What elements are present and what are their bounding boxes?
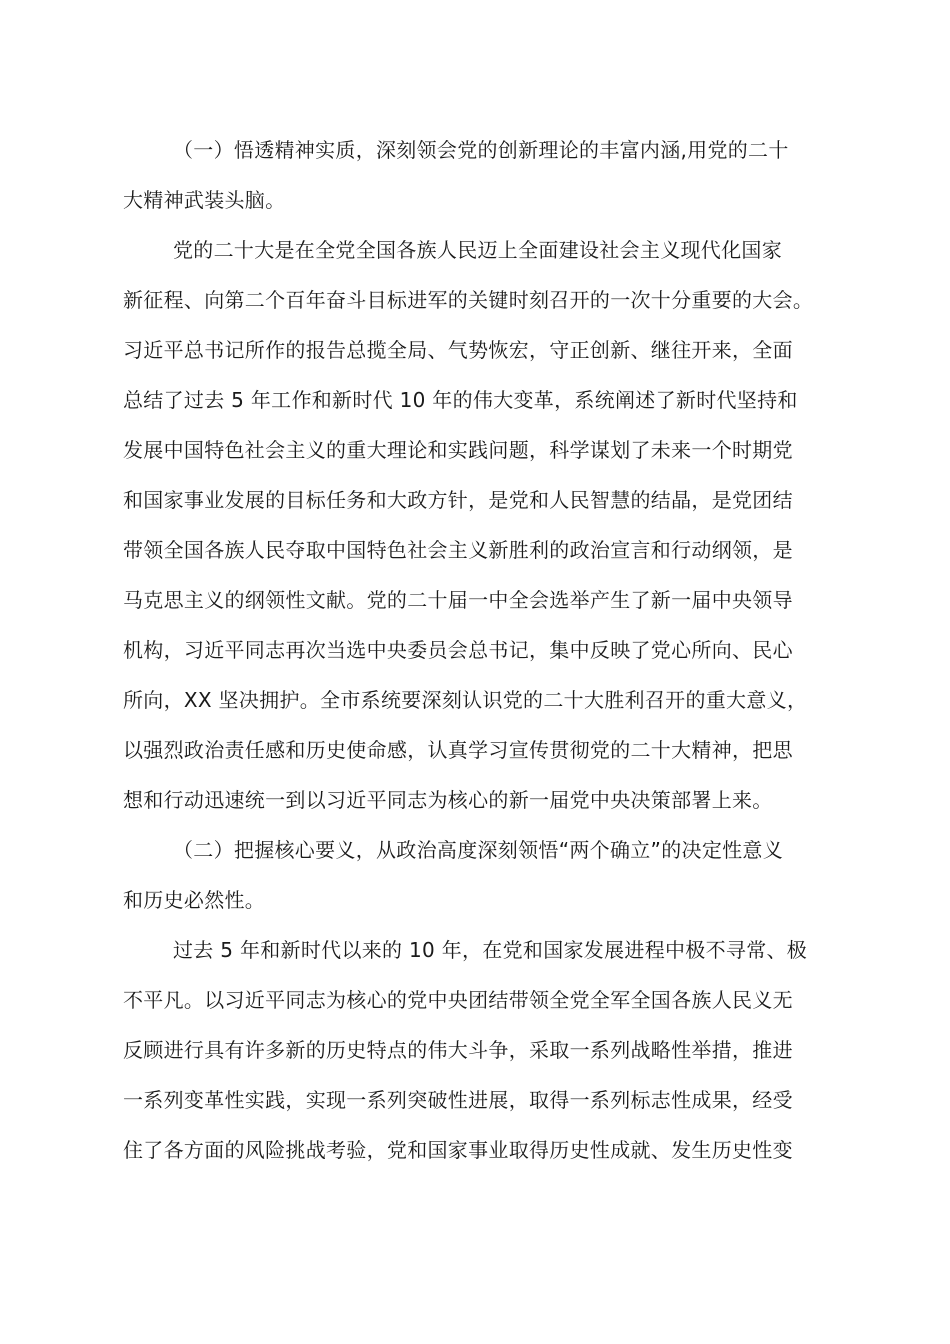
body-text-line: 党的二十大是在全党全国各族人民迈上全面建设社会主义现代化国家 — [173, 238, 782, 262]
section-heading-line: （二）把握核心要义，从政治高度深刻领悟“两个确立”的决定性意义 — [173, 838, 784, 862]
body-text-line: 住了各方面的风险挑战考验，党和国家事业取得历史性成就、发生历史性变 — [123, 1138, 793, 1162]
section-heading-line: 大精神武装头脑。 — [123, 188, 286, 212]
body-text-line: 带领全国各族人民夺取中国特色社会主义新胜利的政治宣言和行动纲领，是 — [123, 538, 793, 562]
body-text-line: 马克思主义的纲领性文献。党的二十届一中全会选举产生了新一届中央领导 — [123, 588, 793, 612]
body-text-line: 总结了过去 5 年工作和新时代 10 年的伟大变革，系统阐述了新时代坚持和 — [123, 388, 798, 412]
body-text-line: 习近平总书记所作的报告总揽全局、气势恢宏，守正创新、继往开来，全面 — [123, 338, 793, 362]
body-text-line: 发展中国特色社会主义的重大理论和实践问题，科学谋划了未来一个时期党 — [123, 438, 793, 462]
section-heading-line: 和历史必然性。 — [123, 888, 266, 912]
body-text-line: 所向，XX 坚决拥护。全市系统要深刻认识党的二十大胜利召开的重大意义， — [123, 688, 808, 712]
body-text-line: 一系列变革性实践，实现一系列突破性进展，取得一系列标志性成果，经受 — [123, 1088, 793, 1112]
section-heading-line: （一）悟透精神实质，深刻领会党的创新理论的丰富内涵,用党的二十 — [173, 138, 789, 162]
body-text-line: 不平凡。以习近平同志为核心的党中央团结带领全党全军全国各族人民义无 — [123, 988, 793, 1012]
body-text-line: 反顾进行具有许多新的历史特点的伟大斗争，采取一系列战略性举措，推进 — [123, 1038, 793, 1062]
body-text-line: 想和行动迅速统一到以习近平同志为核心的新一届党中央决策部署上来。 — [123, 788, 773, 812]
body-text-line: 和国家事业发展的目标任务和大政方针，是党和人民智慧的结晶，是党团结 — [123, 488, 793, 512]
body-text-line: 以强烈政治责任感和历史使命感，认真学习宣传贯彻党的二十大精神，把思 — [123, 738, 793, 762]
body-text-line: 过去 5 年和新时代以来的 10 年，在党和国家发展进程中极不寻常、极 — [173, 938, 808, 962]
body-text-line: 机构，习近平同志再次当选中央委员会总书记，集中反映了党心所向、民心 — [123, 638, 793, 662]
body-text-line: 新征程、向第二个百年奋斗目标进军的关键时刻召开的一次十分重要的大会。 — [123, 288, 814, 312]
